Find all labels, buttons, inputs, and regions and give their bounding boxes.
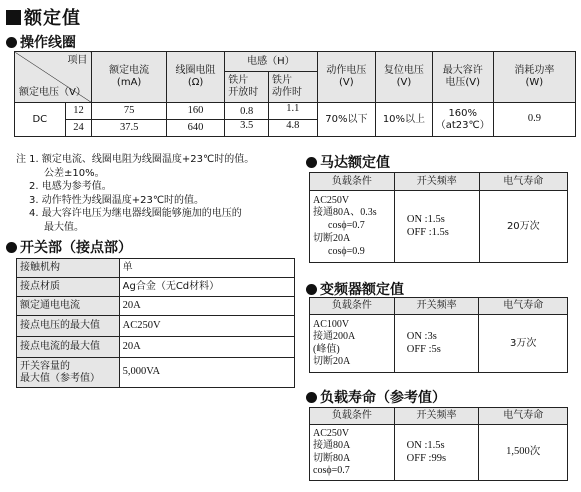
power-header: 消耗功率 (W) [493, 52, 575, 103]
resistance-cell: 640 [166, 120, 224, 137]
load-condition-cell: AC250V 接通80A、0.3s cosϕ=0.7 切断20A cosϕ=0.9 [310, 191, 395, 263]
switch-value: Ag合金（无Cd材料） [119, 278, 294, 297]
inductance-open-cell: 3.5 [225, 120, 269, 137]
coil-resistance-header: 线圈电阻 (Ω) [166, 52, 224, 103]
page-title: 额定值 [6, 4, 81, 30]
dropout-voltage-cell: 10%以上 [376, 103, 433, 137]
switch-label: 接点电流的最大值 [17, 337, 120, 358]
motor-heading: 马达额定值 [306, 152, 390, 172]
note-line: 4. 最大容许电压为继电器线圈能够施加的电压的 [29, 208, 242, 220]
motor-table [309, 172, 568, 263]
dc-type-cell: DC [15, 103, 66, 137]
frequency-header: 开关频率 [394, 298, 479, 315]
load-condition-header: 负载条件 [310, 173, 395, 191]
inductance-open-cell: 0.8 [225, 103, 269, 120]
armature-operate-header: 铁片 动作时 [268, 72, 317, 103]
switch-label: 额定通电电流 [17, 297, 120, 316]
switch-label: 接点材质 [17, 278, 120, 297]
life-header: 电气寿命 [479, 408, 568, 425]
item-voltage-header: 项目 额定电压（V） [15, 52, 92, 103]
voltage-cell: 12 [65, 103, 92, 120]
inverter-table [309, 297, 568, 373]
load-life-heading: 负载寿命（参考值） [306, 387, 446, 407]
inductance-operate-cell: 1.1 [268, 103, 317, 120]
frequency-header: 开关频率 [394, 408, 479, 425]
life-header: 电气寿命 [479, 298, 568, 315]
bullet-icon [306, 392, 317, 403]
inductance-header: 电感（H） [225, 52, 317, 72]
bullet-icon [306, 284, 317, 295]
armature-open-header: 铁片 开放时 [225, 72, 269, 103]
switch-label: 接触机构 [17, 259, 120, 278]
rated-current-header: 额定电流 (mA) [92, 52, 166, 103]
switch-value: 5,000VA [119, 358, 294, 388]
switch-value: AC250V [119, 316, 294, 337]
switch-label: 接点电压的最大值 [17, 316, 120, 337]
current-cell: 75 [92, 103, 166, 120]
life-header: 电气寿命 [479, 173, 567, 191]
bullet-icon [6, 37, 17, 48]
life-cell: 20万次 [479, 191, 567, 263]
frequency-cell: ON :3s OFF :5s [394, 315, 479, 373]
frequency-cell: ON :1.5s OFF :1.5s [394, 191, 479, 263]
max-voltage-cell: 160% （at23℃） [432, 103, 493, 137]
switch-label: 开关容量的 最大值（参考值） [17, 358, 120, 388]
note-line: 最大值。 [44, 221, 84, 233]
inductance-operate-cell: 4.8 [268, 120, 317, 137]
frequency-header: 开关频率 [394, 173, 479, 191]
op-coil-table [14, 51, 576, 137]
resistance-cell: 160 [166, 103, 224, 120]
switch-value: 20A [119, 297, 294, 316]
bullet-icon [306, 157, 317, 168]
max-voltage-header: 最大容许 电压(V) [432, 52, 493, 103]
square-bullet-icon [6, 10, 21, 25]
power-cell: 0.9 [493, 103, 575, 137]
dropout-voltage-header: 复位电压 (V) [376, 52, 433, 103]
current-cell: 37.5 [92, 120, 166, 137]
op-coil-heading: 操作线圈 [6, 32, 76, 52]
frequency-cell: ON :1.5s OFF :99s [394, 425, 479, 481]
pickup-voltage-cell: 70%以下 [317, 103, 376, 137]
switch-heading: 开关部（接点部） [6, 237, 132, 257]
switch-value: 20A [119, 337, 294, 358]
life-cell: 1,500次 [479, 425, 568, 481]
note-line: 公差±10%。 [44, 167, 105, 179]
load-condition-cell: AC250V 接通80A 切断80A cosϕ=0.7 [310, 425, 395, 481]
bullet-icon [6, 242, 17, 253]
switch-value: 单 [119, 259, 294, 278]
pickup-voltage-header: 动作电压 (V) [317, 52, 376, 103]
load-life-table [309, 407, 568, 481]
life-cell: 3万次 [479, 315, 568, 373]
load-condition-cell: AC100V 接通200A (峰值) 切断20A [310, 315, 395, 373]
note-line: 2. 电感为参考值。 [29, 181, 112, 193]
notes [16, 153, 296, 235]
note-line: 3. 动作特性为线圈温度+23℃时的值。 [29, 194, 205, 206]
load-condition-header: 负载条件 [310, 298, 395, 315]
note-line: 注 1. 额定电流、线圈电阻为线圈温度+23℃时的值。 [16, 154, 255, 165]
inverter-heading: 变频器额定值 [306, 279, 404, 299]
voltage-cell: 24 [65, 120, 92, 137]
switch-table [16, 258, 295, 388]
load-condition-header: 负载条件 [310, 408, 395, 425]
